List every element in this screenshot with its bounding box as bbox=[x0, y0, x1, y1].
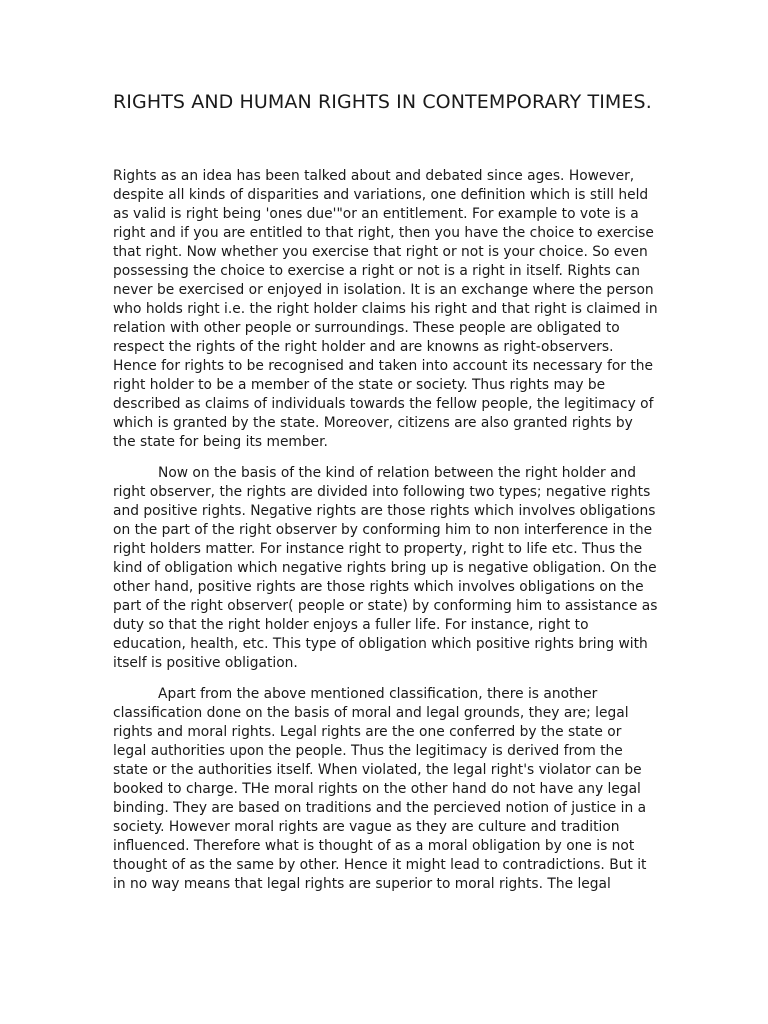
page-title: RIGHTS AND HUMAN RIGHTS IN CONTEMPORARY TIMES. bbox=[113, 91, 652, 113]
paragraph-1: Rights as an idea has been talked about and debated since ages. However, despite all kinds of disparities and variations, one definition which is still held as valid is right being 'ones due'"or an entitlement. For example to vote is a right and if you are entitled to that right, then you have the choice to exercise that right. Now whether you exercise that right or not is your choice. So even possessing the choice to exercise a right or not is a right in itself. Rights can never be exercised or enjoyed in isolation. It is an exchange where the person who holds right i.e. the right holder claims his right and that right is claimed in relation with other people or surroundings. These people are obligated to respect the rights of the right holder and are knowns as right-observers. Hence for rights to be recognised and taken into account its necessary for the right holder to be a member of the state or society. Thus rights may be described as claims of individuals towards the fellow people, the legitimacy of which is granted by the state. Moreover, citizens are also granted rights by the state for being its member. bbox=[113, 168, 658, 450]
document-page bbox=[113, 88, 658, 894]
paragraph-3: Apart from the above mentioned classification, there is another classification done on the basis of moral and legal grounds, they are; legal rights and moral rights. Legal rights are the one conferred by the state or legal authorities upon the people. Thus the legitimacy is derived from the state or the authorities itself. When violated, the legal right's violator can be booked to charge. THe moral rights on the other hand do not have any legal binding. They are based on traditions and the percieved notion of justice in a society. However moral rights are vague as they are culture and tradition influenced. Therefore what is thought of as a moral obligation by one is not thought of as the same by other. Hence it might lead to contradictions. But it in no way means that legal rights are superior to moral rights. The legal bbox=[113, 686, 647, 892]
paragraph-2: Now on the basis of the kind of relation between the right holder and right observer, the rights are divided into following two types; negative rights and positive rights. Negative rights are those rights which involves obligations on the part of the right observer by conforming him to non interference in the right holders matter. For instance right to property, right to life etc. Thus the kind of obligation which negative rights bring up is negative obligation. On the other hand, positive rights are those rights which involves obligations on the part of the right observer( people or state) by conforming him to assistance as duty so that the right holder enjoys a fuller life. For instance, right to education, health, etc. This type of obligation which positive rights bring with itself is positive obligation. bbox=[113, 465, 658, 671]
